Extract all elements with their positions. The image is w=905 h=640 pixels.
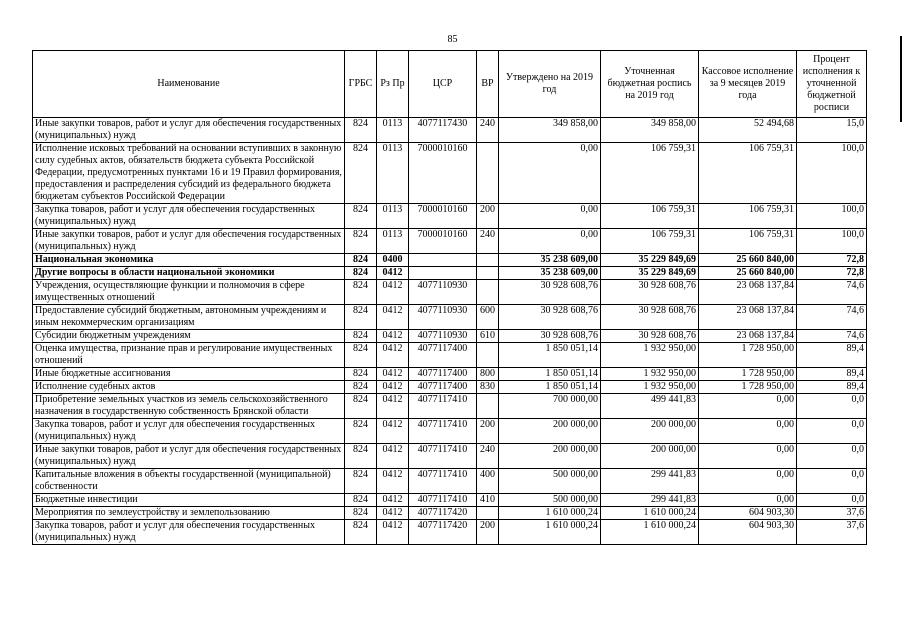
cell-cash: 0,00 [699, 394, 797, 419]
cell-approved: 1 850 051,14 [499, 368, 601, 381]
cell-vr [477, 394, 499, 419]
cell-approved: 1 850 051,14 [499, 343, 601, 368]
cell-percent: 0,0 [797, 469, 867, 494]
cell-vr: 200 [477, 520, 499, 545]
cell-cash: 604 903,30 [699, 507, 797, 520]
cell-csr: 4077117430 [409, 118, 477, 143]
cell-approved: 0,00 [499, 204, 601, 229]
cell-rzpr: 0113 [377, 204, 409, 229]
header-refined: Уточненная бюджетная роспись на 2019 год [601, 51, 699, 118]
cell-refined: 349 858,00 [601, 118, 699, 143]
cell-rzpr: 0113 [377, 118, 409, 143]
cell-name: Приобретение земельных участков из земель сельскохозяйственного назначения в государственную собственность Брянской области [33, 394, 345, 419]
cell-refined: 1 610 000,24 [601, 507, 699, 520]
cell-vr [477, 267, 499, 280]
cell-csr: 4077117420 [409, 507, 477, 520]
cell-cash: 1 728 950,00 [699, 381, 797, 394]
cell-refined: 106 759,31 [601, 229, 699, 254]
cell-refined: 30 928 608,76 [601, 280, 699, 305]
cell-refined: 30 928 608,76 [601, 330, 699, 343]
cell-vr: 800 [477, 368, 499, 381]
cell-approved: 349 858,00 [499, 118, 601, 143]
cell-grbs: 824 [345, 381, 377, 394]
cell-csr: 4077117400 [409, 343, 477, 368]
cell-name: Закупка товаров, работ и услуг для обеспечения государственных (муниципальных) нужд [33, 520, 345, 545]
cell-cash: 23 068 137,84 [699, 305, 797, 330]
cell-approved: 500 000,00 [499, 469, 601, 494]
cell-refined: 499 441,83 [601, 394, 699, 419]
cell-grbs: 824 [345, 419, 377, 444]
cell-rzpr: 0113 [377, 229, 409, 254]
cell-percent: 100,0 [797, 204, 867, 229]
cell-name: Мероприятия по землеустройству и землепользованию [33, 507, 345, 520]
cell-rzpr: 0412 [377, 280, 409, 305]
cell-cash: 52 494,68 [699, 118, 797, 143]
cell-vr [477, 343, 499, 368]
table-row [33, 280, 867, 305]
cell-name: Исполнение исковых требований на основании вступивших в законную силу судебных актов, обязательств бюджета субъекта Российской Федерации, предусмотренных пунктами 16 и 19 Правил формирования, предоставления и распределения субсидий из федерального бюджета бюджетам субъектов Российской Федерации [33, 143, 345, 204]
table-body [33, 118, 867, 545]
cell-name: Иные закупки товаров, работ и услуг для обеспечения государственных (муниципальных) нужд [33, 444, 345, 469]
cell-rzpr: 0412 [377, 330, 409, 343]
table-row [33, 394, 867, 419]
cell-cash: 0,00 [699, 419, 797, 444]
cell-approved: 700 000,00 [499, 394, 601, 419]
cell-refined: 35 229 849,69 [601, 267, 699, 280]
cell-grbs: 824 [345, 343, 377, 368]
cell-percent: 72,8 [797, 254, 867, 267]
cell-vr [477, 143, 499, 204]
cell-cash: 23 068 137,84 [699, 330, 797, 343]
cell-refined: 1 932 950,00 [601, 343, 699, 368]
header-csr: ЦСР [409, 51, 477, 118]
header-percent: Процент исполнения к уточненной бюджетной росписи [797, 51, 867, 118]
table-row [33, 204, 867, 229]
page-number: 85 [447, 34, 458, 45]
cell-name: Закупка товаров, работ и услуг для обеспечения государственных (муниципальных) нужд [33, 419, 345, 444]
cell-rzpr: 0412 [377, 368, 409, 381]
cell-approved: 30 928 608,76 [499, 280, 601, 305]
header-approved: Утверждено на 2019 год [499, 51, 601, 118]
cell-csr: 7000010160 [409, 229, 477, 254]
cell-csr: 7000010160 [409, 143, 477, 204]
cell-cash: 0,00 [699, 444, 797, 469]
cell-name: Учреждения, осуществляющие функции и полномочия в сфере имущественных отношений [33, 280, 345, 305]
cell-name: Иные закупки товаров, работ и услуг для обеспечения государственных (муниципальных) нужд [33, 118, 345, 143]
cell-name: Предоставление субсидий бюджетным, автономным учреждениям и иным некоммерческим организациям [33, 305, 345, 330]
header-rzpr: Рз Пр [377, 51, 409, 118]
cell-vr: 610 [477, 330, 499, 343]
cell-rzpr: 0412 [377, 520, 409, 545]
cell-vr: 200 [477, 419, 499, 444]
cell-percent: 72,8 [797, 267, 867, 280]
cell-csr: 7000010160 [409, 204, 477, 229]
cell-percent: 0,0 [797, 494, 867, 507]
table-row [33, 343, 867, 368]
cell-grbs: 824 [345, 204, 377, 229]
cell-rzpr: 0412 [377, 394, 409, 419]
cell-name: Бюджетные инвестиции [33, 494, 345, 507]
cell-csr: 4077117410 [409, 469, 477, 494]
cell-cash: 106 759,31 [699, 229, 797, 254]
cell-refined: 200 000,00 [601, 419, 699, 444]
cell-csr: 4077117410 [409, 444, 477, 469]
table-row [33, 305, 867, 330]
table-row [33, 419, 867, 444]
cell-refined: 30 928 608,76 [601, 305, 699, 330]
table-row [33, 494, 867, 507]
cell-cash: 604 903,30 [699, 520, 797, 545]
cell-grbs: 824 [345, 143, 377, 204]
table-row [33, 254, 867, 267]
cell-vr [477, 507, 499, 520]
header-vr: ВР [477, 51, 499, 118]
cell-csr [409, 267, 477, 280]
cell-grbs: 824 [345, 368, 377, 381]
cell-rzpr: 0412 [377, 381, 409, 394]
cell-rzpr: 0412 [377, 419, 409, 444]
cell-percent: 89,4 [797, 368, 867, 381]
cell-rzpr: 0412 [377, 444, 409, 469]
cell-name: Субсидии бюджетным учреждениям [33, 330, 345, 343]
cell-approved: 35 238 609,00 [499, 267, 601, 280]
cell-approved: 500 000,00 [499, 494, 601, 507]
cell-percent: 100,0 [797, 143, 867, 204]
cell-rzpr: 0412 [377, 343, 409, 368]
cell-cash: 25 660 840,00 [699, 267, 797, 280]
table-row [33, 444, 867, 469]
cell-refined: 106 759,31 [601, 143, 699, 204]
cell-refined: 106 759,31 [601, 204, 699, 229]
cell-cash: 1 728 950,00 [699, 368, 797, 381]
cell-refined: 1 610 000,24 [601, 520, 699, 545]
table-header-row [33, 51, 867, 118]
cell-name: Иные бюджетные ассигнования [33, 368, 345, 381]
cell-rzpr: 0412 [377, 494, 409, 507]
cell-grbs: 824 [345, 469, 377, 494]
table-row [33, 143, 867, 204]
cell-approved: 200 000,00 [499, 444, 601, 469]
cell-grbs: 824 [345, 330, 377, 343]
cell-refined: 1 932 950,00 [601, 368, 699, 381]
table-row [33, 507, 867, 520]
cell-grbs: 824 [345, 444, 377, 469]
cell-vr: 830 [477, 381, 499, 394]
cell-csr: 4077117410 [409, 419, 477, 444]
cell-vr: 400 [477, 469, 499, 494]
cell-percent: 89,4 [797, 343, 867, 368]
cell-rzpr: 0412 [377, 267, 409, 280]
table-row [33, 118, 867, 143]
table-row [33, 229, 867, 254]
cell-vr: 240 [477, 444, 499, 469]
cell-approved: 1 610 000,24 [499, 520, 601, 545]
cell-grbs: 824 [345, 229, 377, 254]
cell-vr: 410 [477, 494, 499, 507]
cell-csr [409, 254, 477, 267]
cell-vr: 240 [477, 229, 499, 254]
cell-refined: 200 000,00 [601, 444, 699, 469]
table-row [33, 469, 867, 494]
cell-approved: 0,00 [499, 229, 601, 254]
cell-cash: 25 660 840,00 [699, 254, 797, 267]
cell-name: Национальная экономика [33, 254, 345, 267]
cell-name: Закупка товаров, работ и услуг для обеспечения государственных (муниципальных) нужд [33, 204, 345, 229]
cell-rzpr: 0412 [377, 469, 409, 494]
cell-name: Другие вопросы в области национальной экономики [33, 267, 345, 280]
cell-percent: 74,6 [797, 305, 867, 330]
cell-rzpr: 0113 [377, 143, 409, 204]
header-grbs: ГРБС [345, 51, 377, 118]
cell-grbs: 824 [345, 520, 377, 545]
cell-name: Исполнение судебных актов [33, 381, 345, 394]
cell-csr: 4077117410 [409, 394, 477, 419]
cell-csr: 4077110930 [409, 305, 477, 330]
cell-grbs: 824 [345, 305, 377, 330]
cell-grbs: 824 [345, 267, 377, 280]
cell-approved: 30 928 608,76 [499, 330, 601, 343]
header-name: Наименование [33, 51, 345, 118]
cell-rzpr: 0412 [377, 305, 409, 330]
cell-percent: 0,0 [797, 419, 867, 444]
cell-rzpr: 0400 [377, 254, 409, 267]
cell-rzpr: 0412 [377, 507, 409, 520]
cell-approved: 35 238 609,00 [499, 254, 601, 267]
cell-cash: 106 759,31 [699, 143, 797, 204]
cell-percent: 74,6 [797, 330, 867, 343]
cell-vr [477, 254, 499, 267]
cell-csr: 4077110930 [409, 280, 477, 305]
cell-approved: 1 610 000,24 [499, 507, 601, 520]
cell-refined: 299 441,83 [601, 494, 699, 507]
cell-approved: 30 928 608,76 [499, 305, 601, 330]
header-cash: Кассовое исполнение за 9 месяцев 2019 года [699, 51, 797, 118]
table-row [33, 368, 867, 381]
table-row [33, 267, 867, 280]
cell-percent: 100,0 [797, 229, 867, 254]
table-row [33, 330, 867, 343]
cell-cash: 0,00 [699, 494, 797, 507]
cell-csr: 4077117410 [409, 494, 477, 507]
cell-refined: 35 229 849,69 [601, 254, 699, 267]
cell-cash: 1 728 950,00 [699, 343, 797, 368]
cell-cash: 23 068 137,84 [699, 280, 797, 305]
table-row [33, 520, 867, 545]
cell-vr [477, 280, 499, 305]
cell-cash: 106 759,31 [699, 204, 797, 229]
cell-percent: 0,0 [797, 444, 867, 469]
cell-approved: 1 850 051,14 [499, 381, 601, 394]
cell-grbs: 824 [345, 507, 377, 520]
margin-mark [900, 36, 902, 122]
cell-vr: 200 [477, 204, 499, 229]
cell-csr: 4077110930 [409, 330, 477, 343]
cell-grbs: 824 [345, 280, 377, 305]
cell-percent: 0,0 [797, 394, 867, 419]
cell-approved: 200 000,00 [499, 419, 601, 444]
cell-grbs: 824 [345, 494, 377, 507]
cell-name: Оценка имущества, признание прав и регулирование имущественных отношений [33, 343, 345, 368]
cell-csr: 4077117400 [409, 381, 477, 394]
cell-csr: 4077117400 [409, 368, 477, 381]
cell-percent: 74,6 [797, 280, 867, 305]
cell-name: Капитальные вложения в объекты государственной (муниципальной) собственности [33, 469, 345, 494]
cell-grbs: 824 [345, 118, 377, 143]
cell-vr: 600 [477, 305, 499, 330]
cell-refined: 1 932 950,00 [601, 381, 699, 394]
cell-csr: 4077117420 [409, 520, 477, 545]
cell-percent: 89,4 [797, 381, 867, 394]
cell-vr: 240 [477, 118, 499, 143]
budget-execution-table [32, 50, 867, 545]
cell-cash: 0,00 [699, 469, 797, 494]
cell-percent: 37,6 [797, 507, 867, 520]
cell-grbs: 824 [345, 394, 377, 419]
cell-grbs: 824 [345, 254, 377, 267]
cell-name: Иные закупки товаров, работ и услуг для обеспечения государственных (муниципальных) нужд [33, 229, 345, 254]
cell-refined: 299 441,83 [601, 469, 699, 494]
cell-percent: 15,0 [797, 118, 867, 143]
cell-approved: 0,00 [499, 143, 601, 204]
table-row [33, 381, 867, 394]
cell-percent: 37,6 [797, 520, 867, 545]
